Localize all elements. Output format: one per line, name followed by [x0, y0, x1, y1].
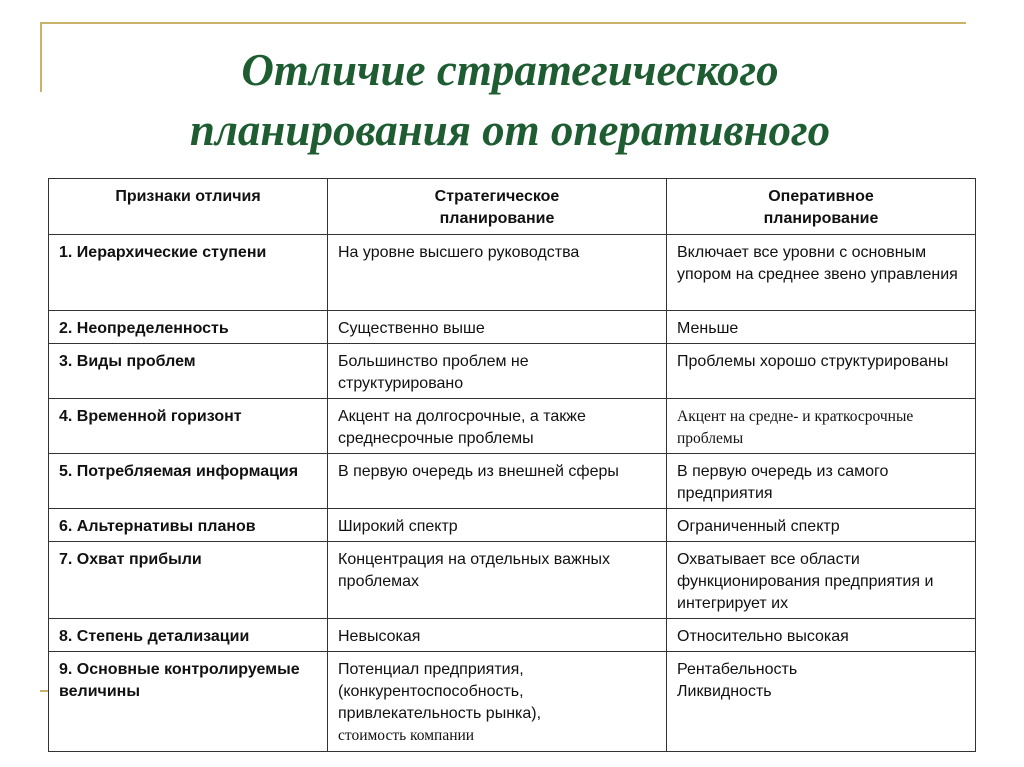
- header-strategic: [328, 179, 667, 235]
- header-criterion: [49, 179, 328, 235]
- row-7-strategic: Концентрация на отдельных важных проблемах: [328, 542, 667, 619]
- header-strategic-line-2: планирование: [439, 210, 555, 227]
- table-row: [49, 652, 976, 752]
- row-9-operative-line-1: Рентабельность: [677, 661, 798, 678]
- row-9-strategic-line-2: (конкурентоспособность,: [338, 683, 524, 700]
- row-5-strategic: В первую очередь из внешней сферы: [328, 454, 667, 509]
- row-2-strategic: Существенно выше: [328, 311, 667, 344]
- table-row: [49, 344, 976, 399]
- header-operative-line-2: планирование: [763, 210, 879, 227]
- row-7-operative: Охватывает все области функционирования предприятия и интегрирует их: [667, 542, 976, 619]
- row-9-strategic: [328, 652, 667, 752]
- row-4-operative: Акцент на средне- и краткосрочные проблемы: [667, 399, 976, 454]
- decorative-line-top: [40, 22, 966, 24]
- slide-title-line-2: планирования от оперативного: [189, 105, 831, 155]
- row-8-operative: Относительно высокая: [667, 619, 976, 652]
- row-1-operative: Включает все уровни с основным упором на среднее звено управления: [667, 235, 976, 311]
- row-2-operative: Меньше: [667, 311, 976, 344]
- row-9-strategic-line-3: привлекательность рынка),: [338, 705, 542, 722]
- row-9-operative: [667, 652, 976, 752]
- table-row: [49, 311, 976, 344]
- row-6-strategic: Широкий спектр: [328, 509, 667, 542]
- decorative-line-left: [40, 22, 42, 92]
- row-9-criterion: 9. Основные контролируемые величины: [49, 652, 328, 752]
- comparison-table: [48, 178, 976, 752]
- row-8-criterion: 8. Степень детализации: [49, 619, 328, 652]
- row-3-operative: Проблемы хорошо структурированы: [667, 344, 976, 399]
- row-2-criterion: 2. Неопределенность: [49, 311, 328, 344]
- row-6-operative: Ограниченный спектр: [667, 509, 976, 542]
- header-operative: [667, 179, 976, 235]
- row-8-strategic: Невысокая: [328, 619, 667, 652]
- row-3-criterion: 3. Виды проблем: [49, 344, 328, 399]
- row-5-criterion: 5. Потребляемая информация: [49, 454, 328, 509]
- row-9-operative-line-2: Ликвидность: [677, 683, 772, 700]
- table-header-row: [49, 179, 976, 235]
- row-4-strategic: Акцент на долгосрочные, а также среднесрочные проблемы: [328, 399, 667, 454]
- row-4-criterion: 4. Временной горизонт: [49, 399, 328, 454]
- table-row: [49, 454, 976, 509]
- table-row: [49, 619, 976, 652]
- row-3-strategic: Большинство проблем не структурировано: [328, 344, 667, 399]
- row-6-criterion: 6. Альтернативы планов: [49, 509, 328, 542]
- header-strategic-line-1: Стратегическое: [434, 188, 560, 205]
- row-1-strategic: На уровне высшего руководства: [328, 235, 667, 311]
- row-9-strategic-line-4: стоимость компании: [338, 727, 475, 744]
- table-row: [49, 235, 976, 311]
- row-1-criterion: 1. Иерархические ступени: [49, 235, 328, 311]
- row-9-strategic-line-1: Потенциал предприятия,: [338, 661, 524, 678]
- header-criterion-label: Признаки отличия: [115, 188, 261, 205]
- table-row: [49, 399, 976, 454]
- row-7-criterion: 7. Охват прибыли: [49, 542, 328, 619]
- slide-title-line-1: Отличие стратегического: [241, 45, 779, 95]
- slide-title: [60, 40, 960, 160]
- row-5-operative: В первую очередь из самого предприятия: [667, 454, 976, 509]
- table-row: [49, 542, 976, 619]
- header-operative-line-1: Оперативное: [768, 188, 874, 205]
- table-row: [49, 509, 976, 542]
